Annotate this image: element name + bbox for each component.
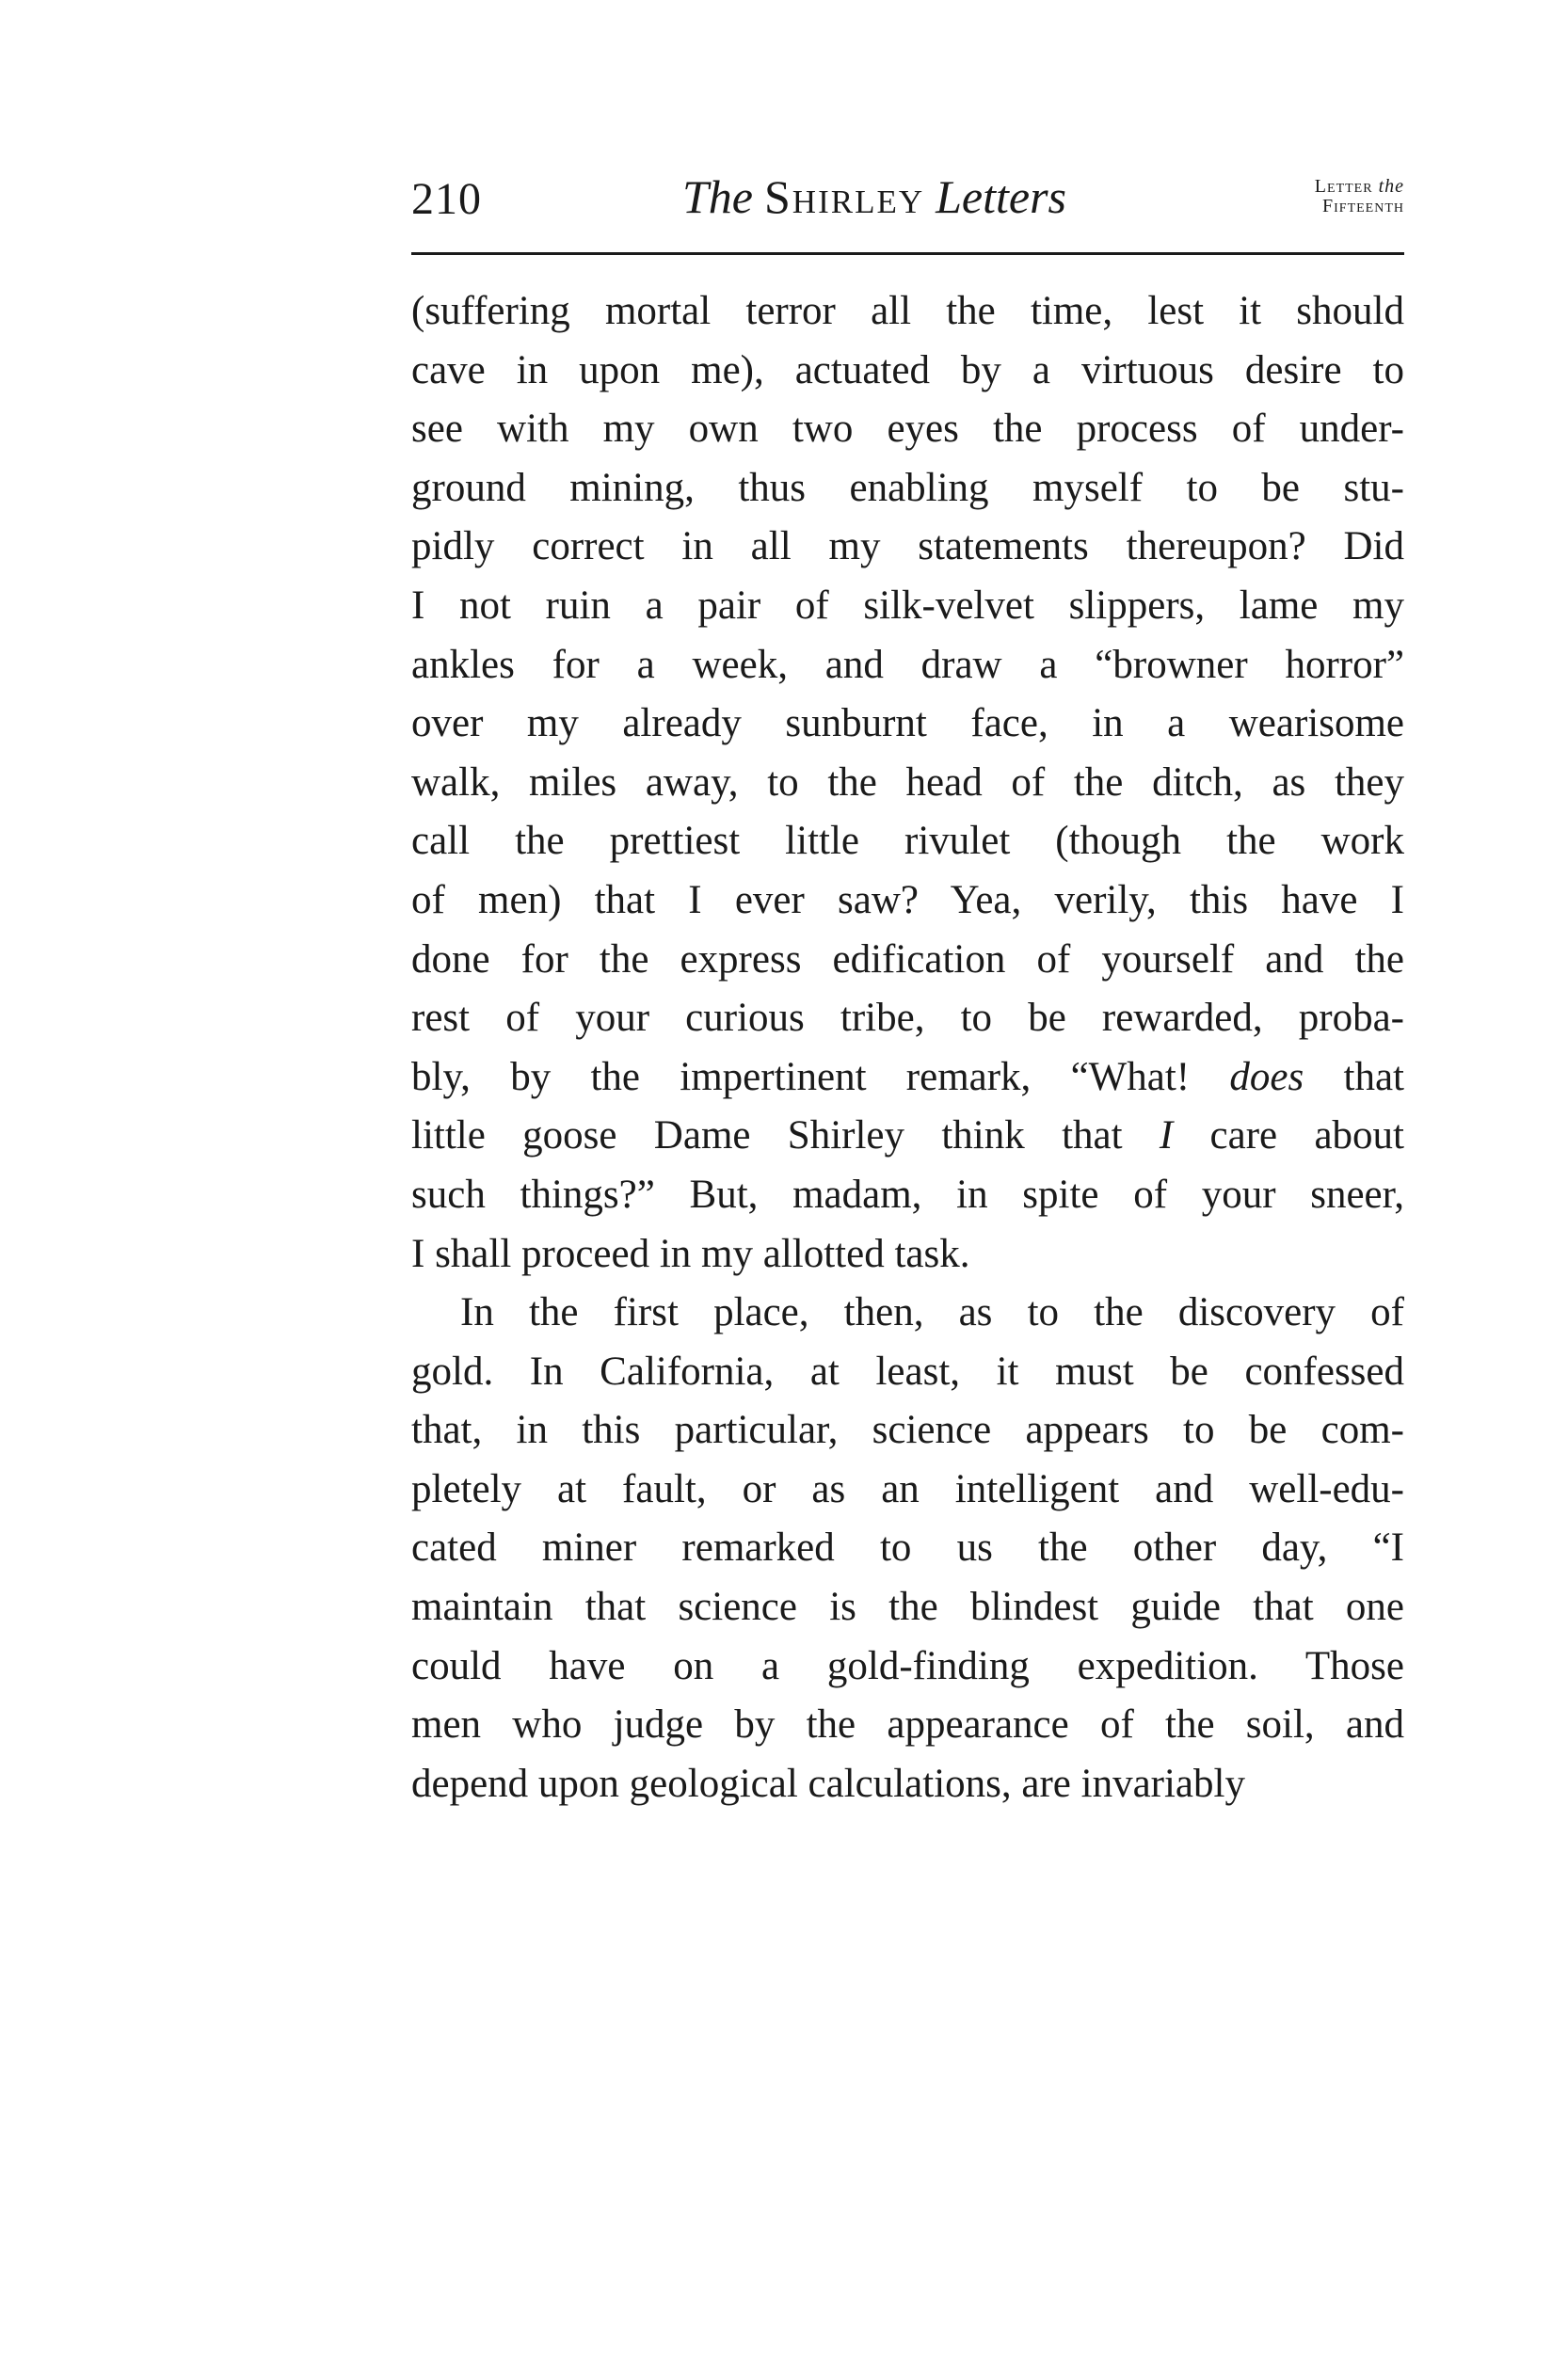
text-line: gold. In California, at least, it must be confessed bbox=[411, 1349, 1404, 1394]
text-line: call the prettiest little rivulet (though the work bbox=[411, 819, 1404, 864]
text-segment: that bbox=[1304, 1054, 1404, 1099]
text-line: see with my own two eyes the process of under- bbox=[411, 407, 1404, 452]
text-segment: care about bbox=[1173, 1113, 1404, 1158]
text-line: I shall proceed in my allotted task. bbox=[411, 1231, 970, 1276]
page-number: 210 bbox=[411, 174, 482, 224]
header-rule bbox=[411, 252, 1404, 255]
book-title bbox=[611, 166, 1138, 228]
text-line: such things?” But, madam, in spite of your sneer, bbox=[411, 1172, 1404, 1217]
letter-the: the bbox=[1378, 176, 1404, 197]
book-title-shirley: Shirley bbox=[763, 170, 925, 223]
text-line: men who judge by the appearance of the soil, and bbox=[411, 1702, 1404, 1748]
text-line bbox=[411, 1048, 1404, 1108]
text-segment: little goose Dame Shirley think that bbox=[411, 1113, 1160, 1158]
text-line: done for the express edification of yourself and the bbox=[411, 936, 1404, 982]
text-segment: bly, by the impertinent remark, “What! bbox=[411, 1054, 1230, 1099]
book-title-letters: Letters bbox=[936, 170, 1067, 223]
text-line bbox=[411, 1107, 1404, 1166]
text-line: In the first place, then, as to the discovery of bbox=[460, 1290, 1404, 1335]
text-line: I not ruin a pair of silk-velvet slippers, lame my bbox=[411, 583, 1404, 628]
text-line: pletely at fault, or as an intelligent and well-edu- bbox=[411, 1466, 1404, 1511]
text-line: cated miner remarked to us the other day, “I bbox=[411, 1525, 1404, 1571]
text-line: maintain that science is the blindest guide that one bbox=[411, 1585, 1404, 1630]
book-title-the: The bbox=[681, 170, 753, 223]
text-line: could have on a gold-finding expedition. Those bbox=[411, 1643, 1404, 1688]
text-line: rest of your curious tribe, to be rewarded, proba- bbox=[411, 996, 1404, 1041]
italic-emphasis: does bbox=[1229, 1054, 1304, 1099]
letter-label bbox=[1315, 177, 1404, 216]
letter-word: Letter bbox=[1314, 176, 1373, 197]
text-line: that, in this particular, science appears to be com- bbox=[411, 1408, 1404, 1453]
letter-label-top bbox=[1315, 177, 1404, 197]
italic-emphasis: I bbox=[1159, 1113, 1174, 1158]
text-line: cave in upon me), actuated by a virtuous desire to bbox=[411, 347, 1404, 392]
text-line: walk, miles away, to the head of the ditch, as they bbox=[411, 759, 1404, 805]
text-line: depend upon geological calculations, are invariably bbox=[411, 1761, 1245, 1806]
text-line: pidly correct in all my statements thereupon? Did bbox=[411, 524, 1404, 569]
running-head bbox=[411, 166, 1404, 241]
text-line: ground mining, thus enabling myself to be stu- bbox=[411, 465, 1404, 510]
text-line: of men) that I ever saw? Yea, verily, this have I bbox=[411, 877, 1404, 922]
letter-number: Fifteenth bbox=[1322, 196, 1404, 216]
text-line: (suffering mortal terror all the time, lest it should bbox=[411, 289, 1404, 333]
text-line: over my already sunburnt face, in a wearisome bbox=[411, 701, 1404, 746]
text-line: ankles for a week, and draw a “browner horror” bbox=[411, 642, 1404, 687]
body-text bbox=[411, 282, 1404, 1813]
